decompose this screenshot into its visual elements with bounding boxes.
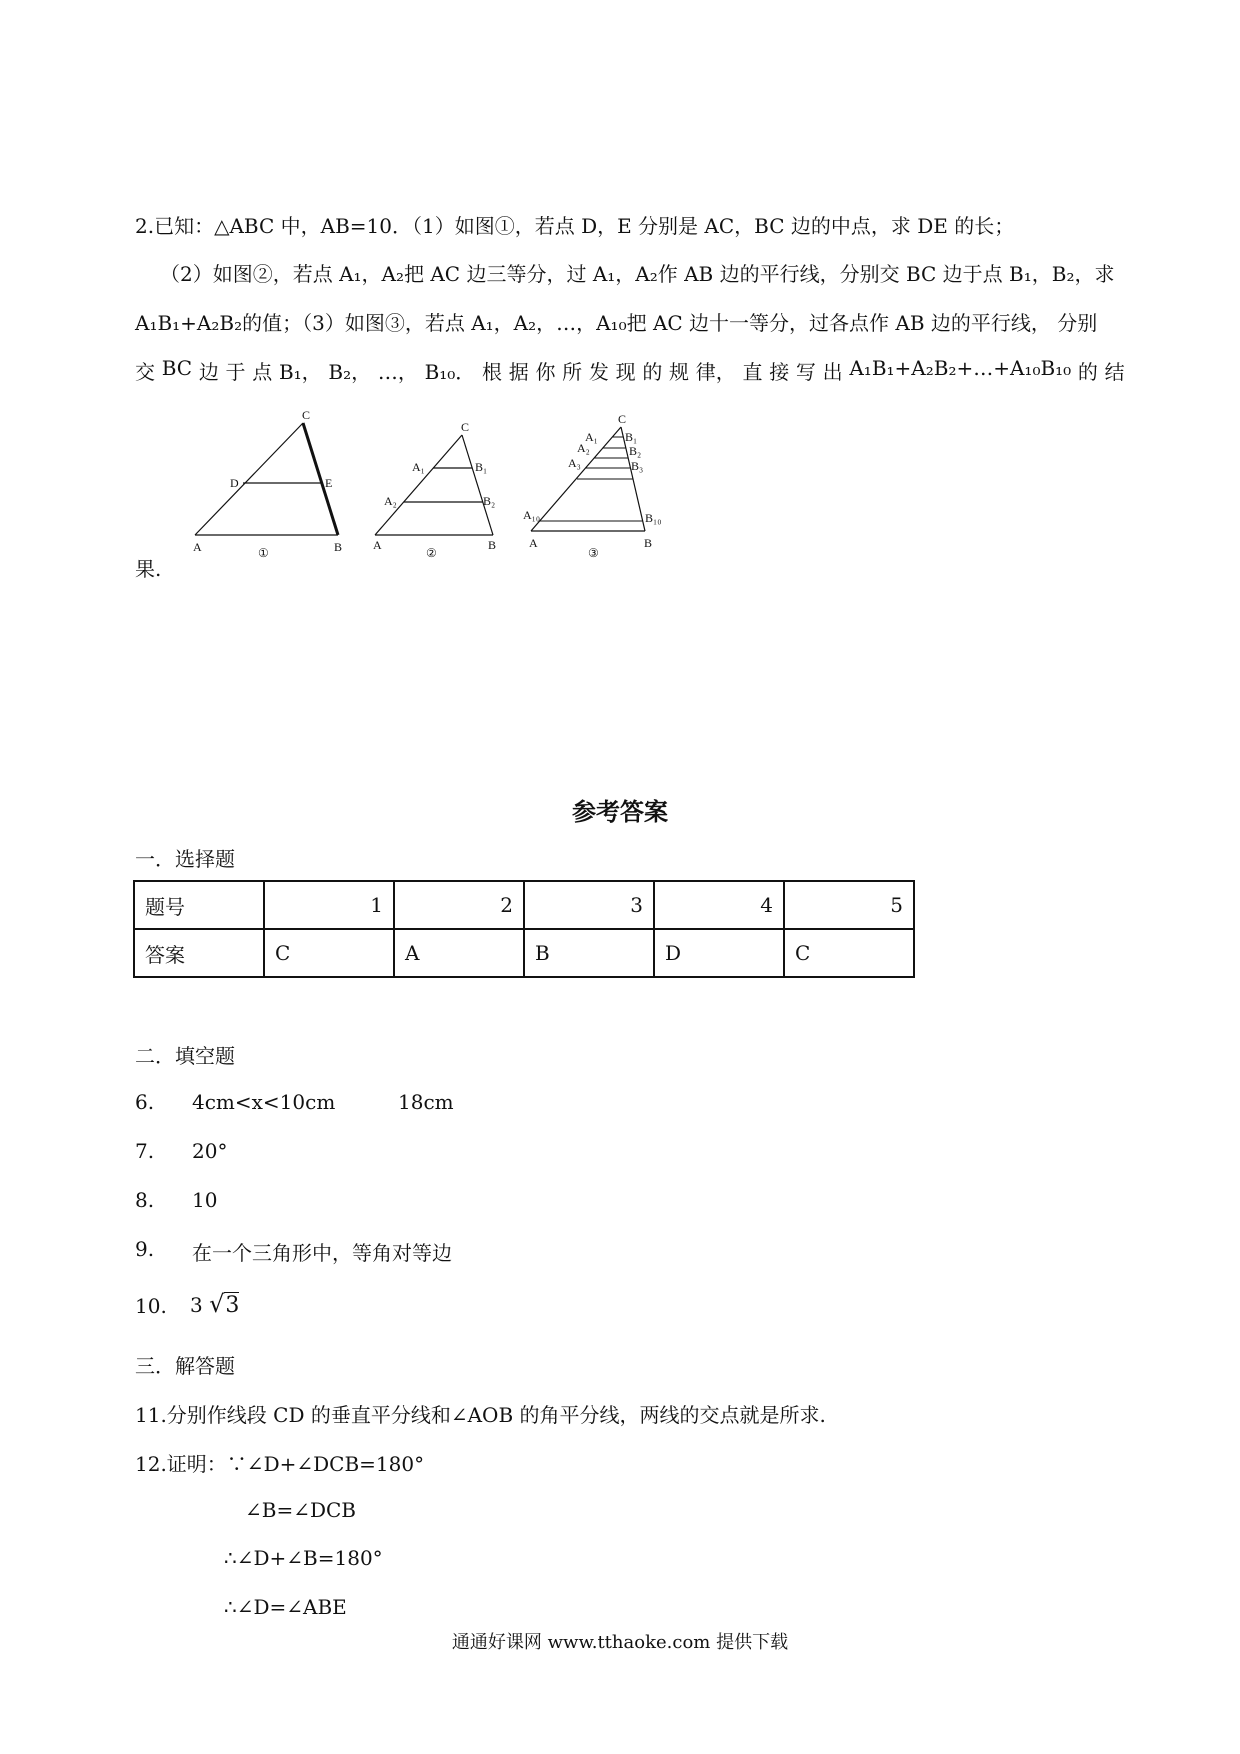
problem-line-4 <box>135 356 1125 385</box>
problem-line-4-word: 你 <box>535 360 556 384</box>
problem-line-4-word: 边 <box>198 360 219 384</box>
coefficient: 3 <box>190 1293 203 1317</box>
problem-line-4-word: 规 <box>669 360 690 384</box>
table-cell: D <box>654 929 784 977</box>
radicand: 3 <box>225 1293 240 1318</box>
answer-12-line-2: ∠B=∠DCB <box>245 1498 357 1522</box>
fig3-label-b3: B₃ <box>631 459 644 473</box>
answer-table <box>133 880 915 978</box>
fig1-label-c: C <box>302 408 311 422</box>
table-cell: C <box>264 929 394 977</box>
problem-line-4-word: 发 <box>588 360 609 384</box>
answer-12-line-1: 12.证明：∵∠D+∠DCB=180° <box>135 1452 425 1476</box>
table-cell: 4 <box>654 881 784 929</box>
problem-line-4-word: 点 <box>252 360 273 384</box>
fill-9-answer: 在一个三角形中，等角对等边 <box>192 1241 452 1265</box>
table-cell: B <box>524 929 654 977</box>
section-3-heading: 三．解答题 <box>135 1354 235 1378</box>
fill-8-answer: 10 <box>192 1188 218 1212</box>
fig1-label-a: A <box>193 540 202 554</box>
answer-11: 11.分别作线段 CD 的垂直平分线和∠AOB 的角平分线，两线的交点就是所求. <box>135 1403 826 1427</box>
fig3-label-b: B <box>644 536 653 550</box>
fig3-label-a2: A₂ <box>577 441 590 455</box>
problem-line-4-word: 直 <box>742 360 763 384</box>
fig2-label-a: A <box>373 538 382 552</box>
fig2-label-a2: A₂ <box>384 494 397 508</box>
fig2-label-b1: B₁ <box>475 460 488 474</box>
figure-1 <box>190 405 350 569</box>
problem-line-4-word: A₁B₁+A₂B₂+…+A₁₀B₁₀ <box>849 356 1072 380</box>
table-cell: 2 <box>394 881 524 929</box>
problem-line-4-word: 于 <box>225 360 246 384</box>
table-cell: 1 <box>264 881 394 929</box>
fig3-caption: ③ <box>588 546 599 560</box>
fig3-label-a3: A₃ <box>568 456 581 470</box>
fig3-label-c: C <box>618 412 627 426</box>
problem-line-2: （2）如图②，若点 A₁，A₂把 AC 边三等分，过 A₁，A₂作 AB 边的平行线，分别交 BC 边于点 B₁，B₂，求 <box>160 262 1115 286</box>
problem-line-4-word: 律， <box>695 360 736 384</box>
fill-6-answer: 4cm<x<10cm <box>192 1090 336 1114</box>
fig1-label-d: D <box>230 476 239 490</box>
section-1-heading: 一．选择题 <box>135 847 235 871</box>
answers-title: 参考答案 <box>572 797 668 826</box>
fig1-caption: ① <box>258 546 269 560</box>
table-cell: A <box>394 929 524 977</box>
figure-2 <box>370 405 510 569</box>
table-cell: C <box>784 929 914 977</box>
fill-6-number: 6. <box>135 1090 155 1114</box>
problem-line-5: 果. <box>135 557 162 581</box>
table-cell: 5 <box>784 881 914 929</box>
fig2-label-c: C <box>461 420 470 434</box>
problem-line-4-word: 根 <box>482 360 503 384</box>
answer-12-line-3: ∴∠D+∠B=180° <box>224 1546 383 1570</box>
problem-line-4-word: 结 <box>1104 360 1125 384</box>
problem-line-4-word: 据 <box>508 360 529 384</box>
problem-line-4-word: BC <box>161 356 193 380</box>
problem-line-4-word: 现 <box>615 360 636 384</box>
answer-12-line-4: ∴∠D=∠ABE <box>224 1595 347 1619</box>
table-cell: 题号 <box>134 881 264 929</box>
fill-10-answer <box>190 1290 239 1318</box>
fill-10-number: 10. <box>135 1294 167 1318</box>
fill-8-number: 8. <box>135 1188 155 1212</box>
fig3-label-b10: B₁₀ <box>645 511 662 525</box>
fig2-label-a1: A₁ <box>412 460 425 474</box>
fill-9-number: 9. <box>135 1237 155 1261</box>
fig2-label-b2: B₂ <box>483 494 496 508</box>
table-cell: 3 <box>524 881 654 929</box>
problem-line-4-word: 的 <box>642 360 663 384</box>
fig1-label-e: E <box>325 476 333 490</box>
fig2-label-b: B <box>488 538 497 552</box>
problem-line-4-word: 接 <box>769 360 790 384</box>
fill-7-answer: 20° <box>192 1139 228 1163</box>
problem-line-4-word: B₂， <box>328 360 372 384</box>
footer-source: 通通好课网 www.tthaoke.com 提供下载 <box>451 1632 789 1653</box>
fill-6-answer-2: 18cm <box>398 1090 454 1114</box>
problem-line-1: 2.已知：△ABC 中，AB=10．（1）如图①，若点 D，E 分别是 AC，BC 边的中点，求 DE 的长； <box>135 214 1015 238</box>
problem-line-3: A₁B₁+A₂B₂的值；（3）如图③，若点 A₁，A₂，…，A₁₀把 AC 边十一等分，过各点作 AB 边的平行线， 分别 <box>135 311 1098 335</box>
fig1-label-b: B <box>334 540 343 554</box>
table-cell: 答案 <box>134 929 264 977</box>
problem-line-4-word: B₁₀． <box>424 360 476 384</box>
problem-line-4-word: 写 <box>795 360 816 384</box>
figure-3 <box>523 405 683 569</box>
table-row <box>134 881 914 929</box>
fig2-caption: ② <box>426 546 437 560</box>
fig3-label-a10: A₁₀ <box>523 508 541 522</box>
problem-line-4-word: B₁， <box>278 360 322 384</box>
problem-line-4-word: 出 <box>822 360 843 384</box>
fig3-label-a: A <box>529 536 538 550</box>
fig3-label-b1: B₁ <box>625 430 638 444</box>
problem-line-4-word: 所 <box>562 360 583 384</box>
section-2-heading: 二．填空题 <box>135 1044 235 1068</box>
fig3-label-a1: A₁ <box>585 430 598 444</box>
problem-line-4-word: 的 <box>1077 360 1098 384</box>
fig3-label-b2: B₂ <box>629 444 642 458</box>
problem-line-4-word: 交 <box>135 360 155 384</box>
problem-line-4-word: …， <box>377 360 418 384</box>
fill-7-number: 7. <box>135 1139 155 1163</box>
table-row <box>134 929 914 977</box>
square-root: √3 <box>209 1290 240 1318</box>
